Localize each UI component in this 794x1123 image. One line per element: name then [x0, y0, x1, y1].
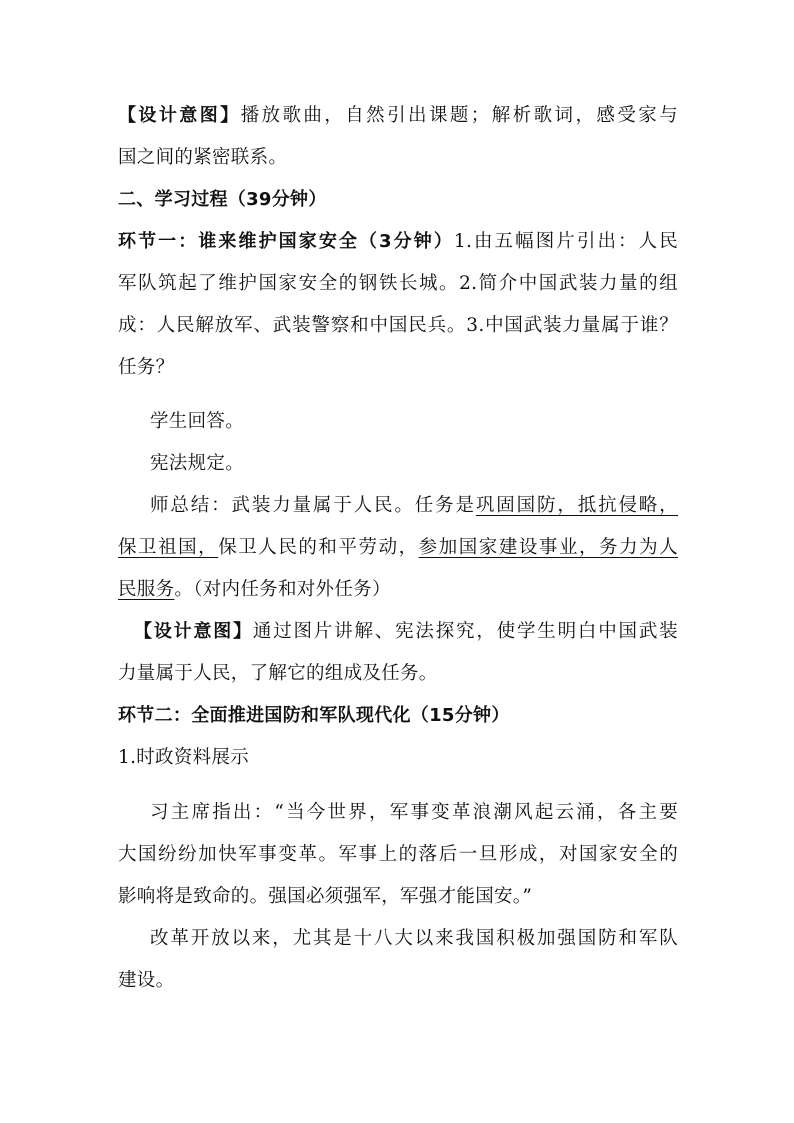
section2-heading: 环节二：全面推进国防和军队现代化（15分钟）	[118, 705, 510, 726]
design-intent-paragraph	[118, 103, 678, 129]
summary-line-2	[118, 535, 678, 561]
summary-underlined-4: 务力为人	[599, 537, 678, 558]
summary-prefix: 师总结：武装力量属于人民。任务是	[150, 495, 476, 516]
section2-item-1: 1.时政资料展示	[118, 747, 250, 768]
summary-rest: 。（对内任务和对外任务）	[174, 579, 391, 600]
summary-underlined-1: 巩固国防，抵抗侵略，	[475, 495, 678, 516]
design-intent-2-line-1	[134, 619, 678, 645]
section1-line-3: 成：人民解放军、武装警察和中国民兵。3.中国武装力量属于谁？	[118, 315, 678, 336]
section1-line-2: 军队筑起了维护国家安全的钢铁长城。2.简介中国武装力量的组	[118, 273, 678, 294]
summary-line-3	[118, 577, 678, 603]
quote-line-2: 大国纷纷加快军事变革。军事上的落后一旦形成，对国家安全的	[118, 844, 678, 865]
design-intent-2-label: 【设计意图】	[134, 621, 253, 642]
student-answer: 学生回答。	[150, 411, 245, 432]
summary-underlined-5: 民服务	[118, 579, 175, 600]
section1-line-4: 任务？	[118, 357, 175, 378]
summary-underlined-2: 保卫祖国，	[118, 537, 219, 558]
section-heading-learning-process: 二、学习过程（39分钟）	[118, 189, 327, 210]
quote-line-3: 影响将是致命的。强国必须强军，军强才能国安。”	[118, 886, 533, 907]
design-intent-line-2: 国之间的紧密联系。	[118, 147, 288, 168]
summary-mid: 保卫人民的和平劳动，	[218, 537, 419, 558]
design-intent-2-line-2: 力量属于人民，了解它的组成及任务。	[118, 663, 438, 684]
design-intent-label: 【设计意图】	[118, 105, 241, 126]
reform-line-1: 改革开放以来，尤其是十八大以来我国积极加强国防和军队	[150, 928, 678, 949]
constitution-line: 宪法规定。	[150, 453, 245, 474]
section1-text: 1.由五幅图片引出：人民	[453, 231, 678, 252]
section1-heading: 环节一：谁来维护国家安全（3分钟）	[118, 231, 454, 252]
design-intent-text: 播放歌曲，自然引出课题；解析歌词，感受家与	[240, 105, 678, 126]
quote-line-1: 习主席指出：“当今世界，军事变革浪潮风起云涌，各主要	[150, 802, 678, 823]
reform-line-2: 建设。	[118, 970, 175, 991]
section1-line-1	[118, 229, 678, 255]
design-intent-2-text: 通过图片讲解、宪法探究，使学生明白中国武装	[252, 621, 678, 642]
summary-underlined-3: 参加国家建设事业，	[418, 537, 600, 558]
summary-line-1	[150, 493, 678, 519]
